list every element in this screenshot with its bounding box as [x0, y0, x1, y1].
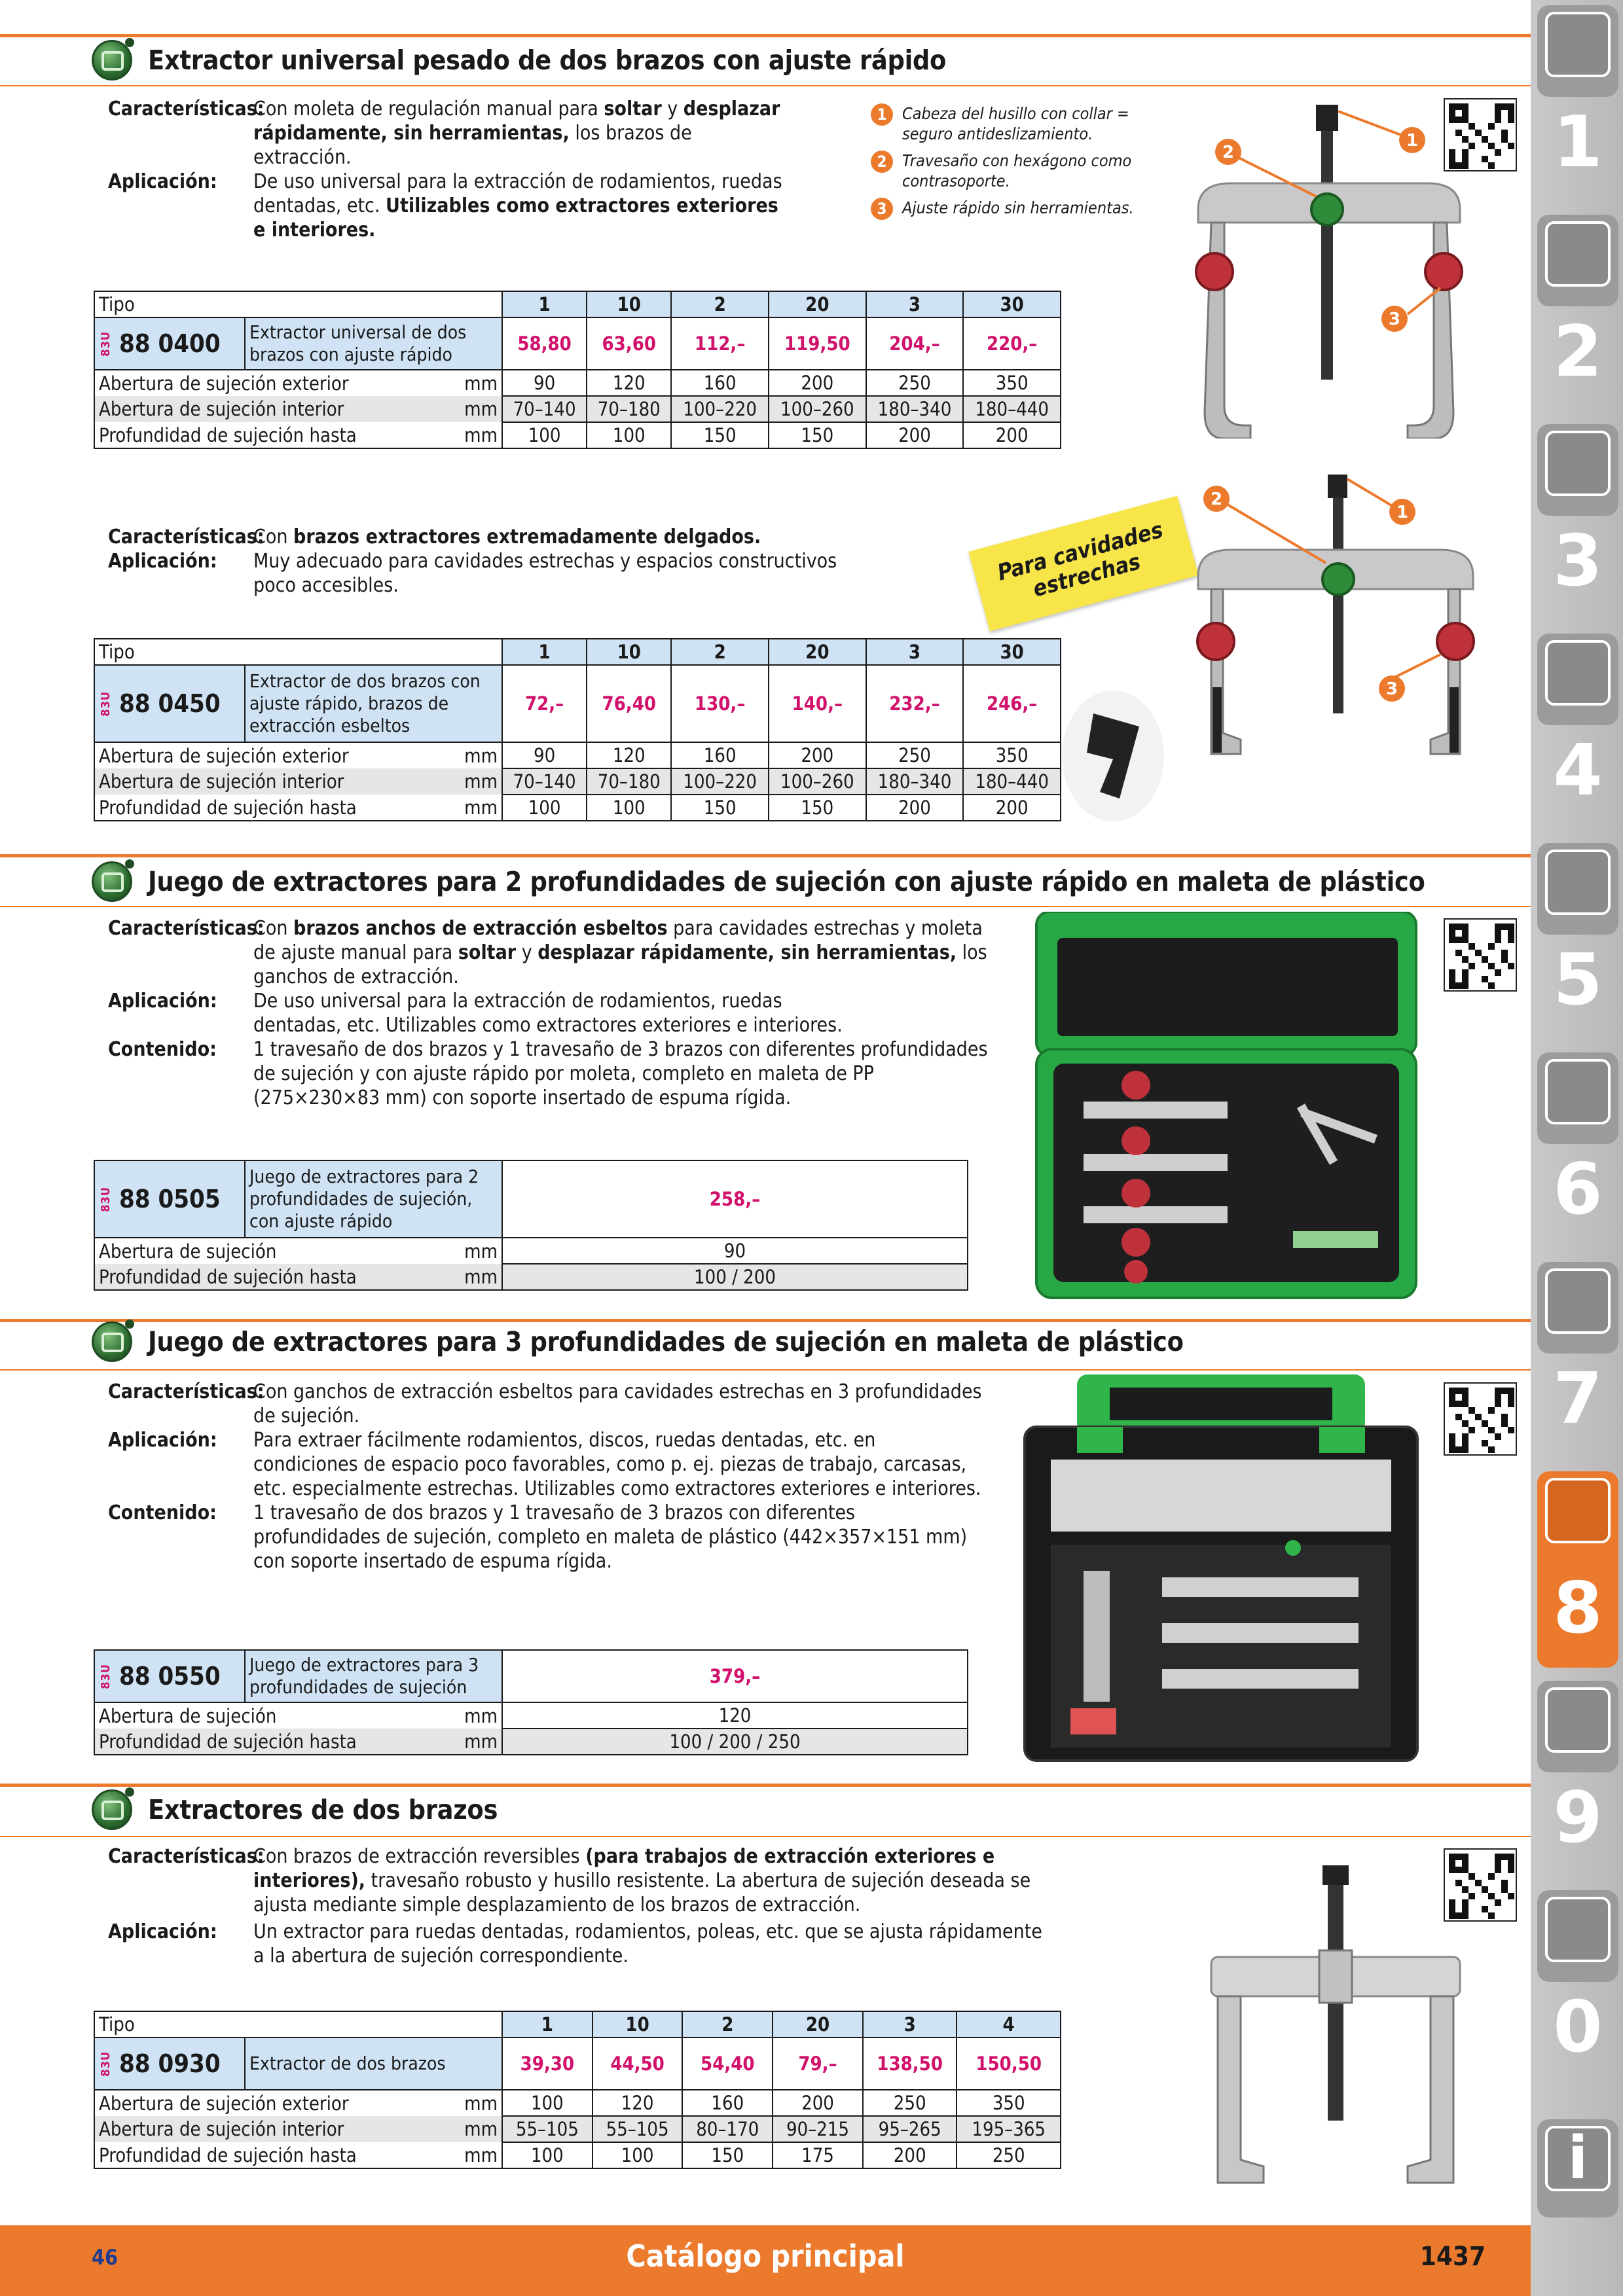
features-text: Con brazos extractores extremadamente delgados. — [253, 526, 761, 548]
price: 150,50 — [957, 2037, 1061, 2090]
features-label: Características: — [108, 917, 264, 940]
application-label: Aplicación: — [108, 1920, 217, 1943]
features-label: Características: — [108, 98, 264, 120]
price: 379,– — [502, 1650, 968, 1702]
table-row: Profundidad de sujeción hasta mm 100 100 150 150 200 200 — [94, 422, 1061, 448]
table-row: Abertura de sujeción interior mm 55–105 55–105 80–170 90–215 95–265 195–365 — [94, 2116, 1061, 2142]
sidebar-tab-number: 8 — [1553, 1568, 1603, 1649]
application-text: De uso universal para la extracción de rodamientos, ruedas dentadas, etc. Utilizables como extractores exteriores e interiores. — [253, 170, 782, 242]
callout-list — [871, 103, 1146, 226]
section-divider — [0, 1369, 1531, 1371]
price: 130,– — [671, 665, 769, 742]
price: 44,50 — [593, 2037, 683, 2090]
page-number-left: 46 — [92, 2245, 119, 2270]
application-label: Aplicación: — [108, 170, 217, 193]
application-text: Un extractor para ruedas dentadas, rodamientos, poleas, etc. que se ajusta rápidamente a la abertura de sujeción correspondiente. — [253, 1920, 1042, 1967]
type-header: Tipo — [94, 2011, 502, 2037]
section-3-title: Juego de extractores para 2 profundidades de sujeción con ajuste rápido en maleta de plástico — [148, 866, 1425, 897]
article-description: Juego de extractores para 3 profundidades de sujeción — [245, 1650, 502, 1702]
contents-text: 1 travesaño de dos brazos y 1 travesaño de 3 brazos con diferentes profundidades de sujeción, completo en maleta de plástico (442×357×151 mm) con soporte insertado de espuma rígida. — [253, 1501, 968, 1573]
application-label: Aplicación: — [108, 990, 217, 1013]
contents-text: 1 travesaño de dos brazos y 1 travesaño de 3 brazos con diferentes profundidades de sujeción y con ajuste rápido por moleta, completo en maleta de PP (275×230×83 mm) con soporte insertado de espuma rígida. — [253, 1038, 988, 1109]
section-3-description — [108, 916, 998, 1110]
features-text: Con brazos de extracción reversibles (para trabajos de extracción exteriores e interiores), travesaño robusto y husillo resistente. La abertura de sujeción deseada se ajusta mediante simple desplazamiento de los brazos de extracción. — [253, 1845, 1031, 1916]
table-row: Profundidad de sujeción hasta mm 100 100 150 175 200 250 — [94, 2142, 1061, 2168]
sidebar-tab-number: i — [1567, 2124, 1588, 2193]
contents-label: Contenido: — [108, 1038, 217, 1061]
article-description: Extractor universal de dos brazos con ajuste rápido — [245, 317, 502, 370]
article-number: 83U 88 0400 — [94, 317, 245, 370]
article-number: 83U 88 0505 — [94, 1160, 245, 1238]
price: 39,30 — [502, 2037, 593, 2090]
svg-text:3: 3 — [1388, 310, 1401, 329]
qr-code-icon[interactable] — [1444, 918, 1517, 992]
section-4-description — [108, 1380, 982, 1573]
section-5-header — [92, 1784, 498, 1836]
section-1-table: Tipo 1 10 2 20 3 30 83U 88 0400 Extractor universal de dos brazos con ajuste rápido 58,80 63,60 112,– 119,50 204,– 220,– Abertura de sujeción exterior mm 90 120 160 200 250 350 Abertura de sujeción interior mm 70–140 70–180 100–220 100–260 180–340 180–440 Profundidad de sujeción hasta mm 100 100 150 150 200 200 — [94, 291, 1061, 449]
article-number: 83U 88 0930 — [94, 2037, 245, 2090]
features-text: Con brazos anchos de extracción esbeltos para cavidades estrechas y moleta de ajuste manual para soltar y desplazar rápidamente, sin herramientas, los ganchos de extracción. — [253, 917, 987, 988]
table-row: Abertura de sujeción exterior mm 100 120 160 200 250 350 — [94, 2090, 1061, 2116]
table-row: Abertura de sujeción interior mm 70–140 70–180 100–220 100–260 180–340 180–440 — [94, 396, 1061, 422]
page-number-right: 1437 — [1419, 2242, 1486, 2272]
price: 58,80 — [502, 317, 587, 370]
price: 246,– — [963, 665, 1061, 742]
puller-image — [1178, 471, 1486, 759]
application-text: Para extraer fácilmente rodamientos, discos, ruedas dentadas, etc. en condiciones de espacio poco favorables, como p. ej. piezas de trabajo, carcasas, etc. especialmente estrechas. Utilizables como extractores exteriores e interiores. — [253, 1429, 981, 1500]
callout-item: 2 Travesaño con hexágono como contrasoporte. — [871, 151, 1146, 191]
sidebar-tab-number: 7 — [1553, 1358, 1603, 1440]
section-4-title: Juego de extractores para 3 profundidades de sujeción en maleta de plástico — [148, 1326, 1184, 1357]
application-text: Muy adecuado para cavidades estrechas y espacios constructivos poco accesibles. — [253, 550, 837, 597]
price: 220,– — [963, 317, 1061, 370]
callout-item: 1 Cabeza del husillo con collar = seguro antideslizamiento. — [871, 103, 1146, 144]
application-label: Aplicación: — [108, 550, 217, 573]
price: 258,– — [502, 1160, 968, 1238]
sidebar-tab-2[interactable] — [1537, 215, 1618, 306]
cutting-insert-icon — [1545, 221, 1611, 287]
saw-blade-icon — [1545, 850, 1611, 915]
price: 72,– — [502, 665, 587, 742]
table-row: Abertura de sujeción exterior mm 90 120 160 200 250 350 — [94, 370, 1061, 396]
svg-text:2: 2 — [1222, 143, 1235, 162]
article-number: 83U 88 0450 — [94, 665, 245, 742]
section-2-description — [108, 525, 881, 598]
drill-bit-icon — [1545, 12, 1611, 77]
wrench-icon — [1545, 1059, 1611, 1124]
sidebar-tab-number: 9 — [1553, 1777, 1603, 1859]
section-1-header — [92, 34, 946, 86]
pliers-icon — [1545, 1268, 1611, 1334]
sidebar-tab-number: 4 — [1553, 730, 1603, 812]
price: 63,60 — [587, 317, 671, 370]
catalog-title: Catálogo principal — [626, 2238, 905, 2274]
price: 119,50 — [769, 317, 866, 370]
sidebar-tab-0[interactable] — [1537, 1890, 1618, 1982]
brand-logo-icon — [92, 40, 132, 81]
table-row: Abertura de sujeción interior mm 70–140 70–180 100–220 100–260 180–340 180–440 — [94, 768, 1061, 795]
section-divider — [0, 1836, 1531, 1837]
puller-icon — [1545, 1478, 1611, 1543]
qr-code-icon[interactable] — [1444, 1382, 1517, 1456]
caliper-icon — [1545, 640, 1611, 706]
price: 79,– — [773, 2037, 863, 2090]
type-header: Tipo — [94, 639, 502, 665]
brand-logo-icon — [92, 1789, 132, 1830]
case-image — [1031, 912, 1421, 1302]
sidebar-tab-number: 1 — [1553, 101, 1603, 183]
tap-icon — [1545, 431, 1611, 496]
price: 232,– — [866, 665, 964, 742]
article-description: Extractor de dos brazos con ajuste rápido, brazos de extracción esbeltos — [245, 665, 502, 742]
article-number: 83U 88 0550 — [94, 1650, 245, 1702]
price: 76,40 — [587, 665, 671, 742]
section-1-description — [108, 97, 789, 242]
svg-text:1: 1 — [1396, 503, 1409, 522]
section-4-table — [94, 1649, 968, 1755]
case-image — [1012, 1374, 1431, 1767]
section-5-title: Extractores de dos brazos — [148, 1794, 498, 1825]
application-label: Aplicación: — [108, 1429, 217, 1452]
thin-arm-detail-image — [1061, 687, 1165, 825]
table-row: Profundidad de sujeción hasta mm 100 100 150 150 200 200 — [94, 795, 1061, 821]
features-text: Con moleta de regulación manual para soltar y desplazar rápidamente, sin herramientas, los brazos de extracción. — [253, 98, 780, 169]
brand-logo-icon — [92, 1321, 132, 1362]
puller-image — [1192, 1865, 1480, 2193]
svg-text:3: 3 — [1385, 679, 1398, 699]
table-row: Abertura de sujeción mm 120 — [94, 1702, 968, 1729]
section-2-table: Tipo 1 10 2 20 3 30 83U 88 0450 Extractor de dos brazos con ajuste rápido, brazos de extracción esbeltos 72,– 76,40 130,– 140,– 232,– 246,– Abertura de sujeción exterior mm 90 120 160 200 250 350 Abertura de sujeción interior mm 70–140 70–180 100–220 100–260 180–340 180–440 Profundidad de sujeción hasta mm 100 100 150 150 200 200 — [94, 638, 1061, 821]
sidebar-tab-3[interactable] — [1537, 424, 1618, 516]
price: 54,40 — [682, 2037, 773, 2090]
section-divider — [0, 906, 1531, 907]
callout-item: 3 Ajuste rápido sin herramientas. — [871, 198, 1146, 220]
article-description: Extractor de dos brazos — [245, 2037, 502, 2090]
table-row: Abertura de sujeción exterior mm 90 120 160 200 250 350 — [94, 742, 1061, 768]
sidebar-tab-number: 5 — [1553, 939, 1603, 1021]
sidebar-tab-6[interactable] — [1537, 1052, 1618, 1144]
puller-image — [1172, 98, 1486, 439]
sidebar-tab-7[interactable] — [1537, 1262, 1618, 1354]
narrow-cavities-sticker: Para cavidades estrechas — [968, 495, 1198, 631]
table-row: Profundidad de sujeción hasta mm 100 / 200 — [94, 1264, 968, 1290]
goggles-icon — [1545, 1897, 1611, 1962]
table-row: Profundidad de sujeción hasta mm 100 / 200 / 250 — [94, 1729, 968, 1755]
features-text: Con ganchos de extracción esbeltos para cavidades estrechas en 3 profundidades de sujeción. — [253, 1380, 982, 1427]
features-label: Características: — [108, 1380, 264, 1403]
sidebar-tab-5[interactable] — [1537, 843, 1618, 935]
section-1-title: Extractor universal pesado de dos brazos con ajuste rápido — [148, 45, 947, 76]
sidebar-tab-1[interactable] — [1537, 5, 1618, 97]
cabinet-icon — [1545, 1687, 1611, 1753]
section-divider — [0, 85, 1531, 86]
section-5-description — [108, 1844, 1051, 1968]
brand-logo-icon — [92, 861, 132, 902]
table-row: Abertura de sujeción mm 90 — [94, 1238, 968, 1264]
sidebar-tab-number: 6 — [1553, 1149, 1603, 1230]
type-header: Tipo — [94, 291, 502, 317]
price: 112,– — [671, 317, 769, 370]
features-label: Características: — [108, 1845, 264, 1868]
contents-label: Contenido: — [108, 1501, 217, 1524]
sidebar-tab-9[interactable] — [1537, 1681, 1618, 1772]
sidebar-tab-4[interactable] — [1537, 634, 1618, 725]
section-4-header — [92, 1316, 1184, 1368]
sidebar-tab-number: 3 — [1553, 520, 1603, 602]
price: 140,– — [769, 665, 866, 742]
article-description: Juego de extractores para 2 profundidades de sujeción, con ajuste rápido — [245, 1160, 502, 1238]
section-5-table: Tipo 1 10 2 20 3 4 83U 88 0930 Extractor de dos brazos 39,30 44,50 54,40 79,– 138,50 150,50 Abertura de sujeción exterior mm 100 120 160 200 250 350 Abertura de sujeción interior mm 55–105 55–105 80–170 90–215 95–265 195–365 Profundidad de sujeción hasta mm 100 100 150 175 200 250 — [94, 2011, 1061, 2169]
price: 204,– — [866, 317, 964, 370]
section-3-table — [94, 1160, 968, 1291]
sidebar-tab-number: 0 — [1553, 1986, 1603, 2068]
svg-text:1: 1 — [1406, 131, 1419, 151]
svg-text:2: 2 — [1210, 490, 1223, 509]
features-label: Características: — [108, 526, 264, 548]
application-text: De uso universal para la extracción de rodamientos, ruedas dentadas, etc. Utilizables como extractores exteriores e interiores. — [253, 990, 843, 1037]
sidebar-tab-number: 2 — [1553, 311, 1603, 393]
section-3-header — [92, 855, 1425, 908]
price: 138,50 — [863, 2037, 957, 2090]
